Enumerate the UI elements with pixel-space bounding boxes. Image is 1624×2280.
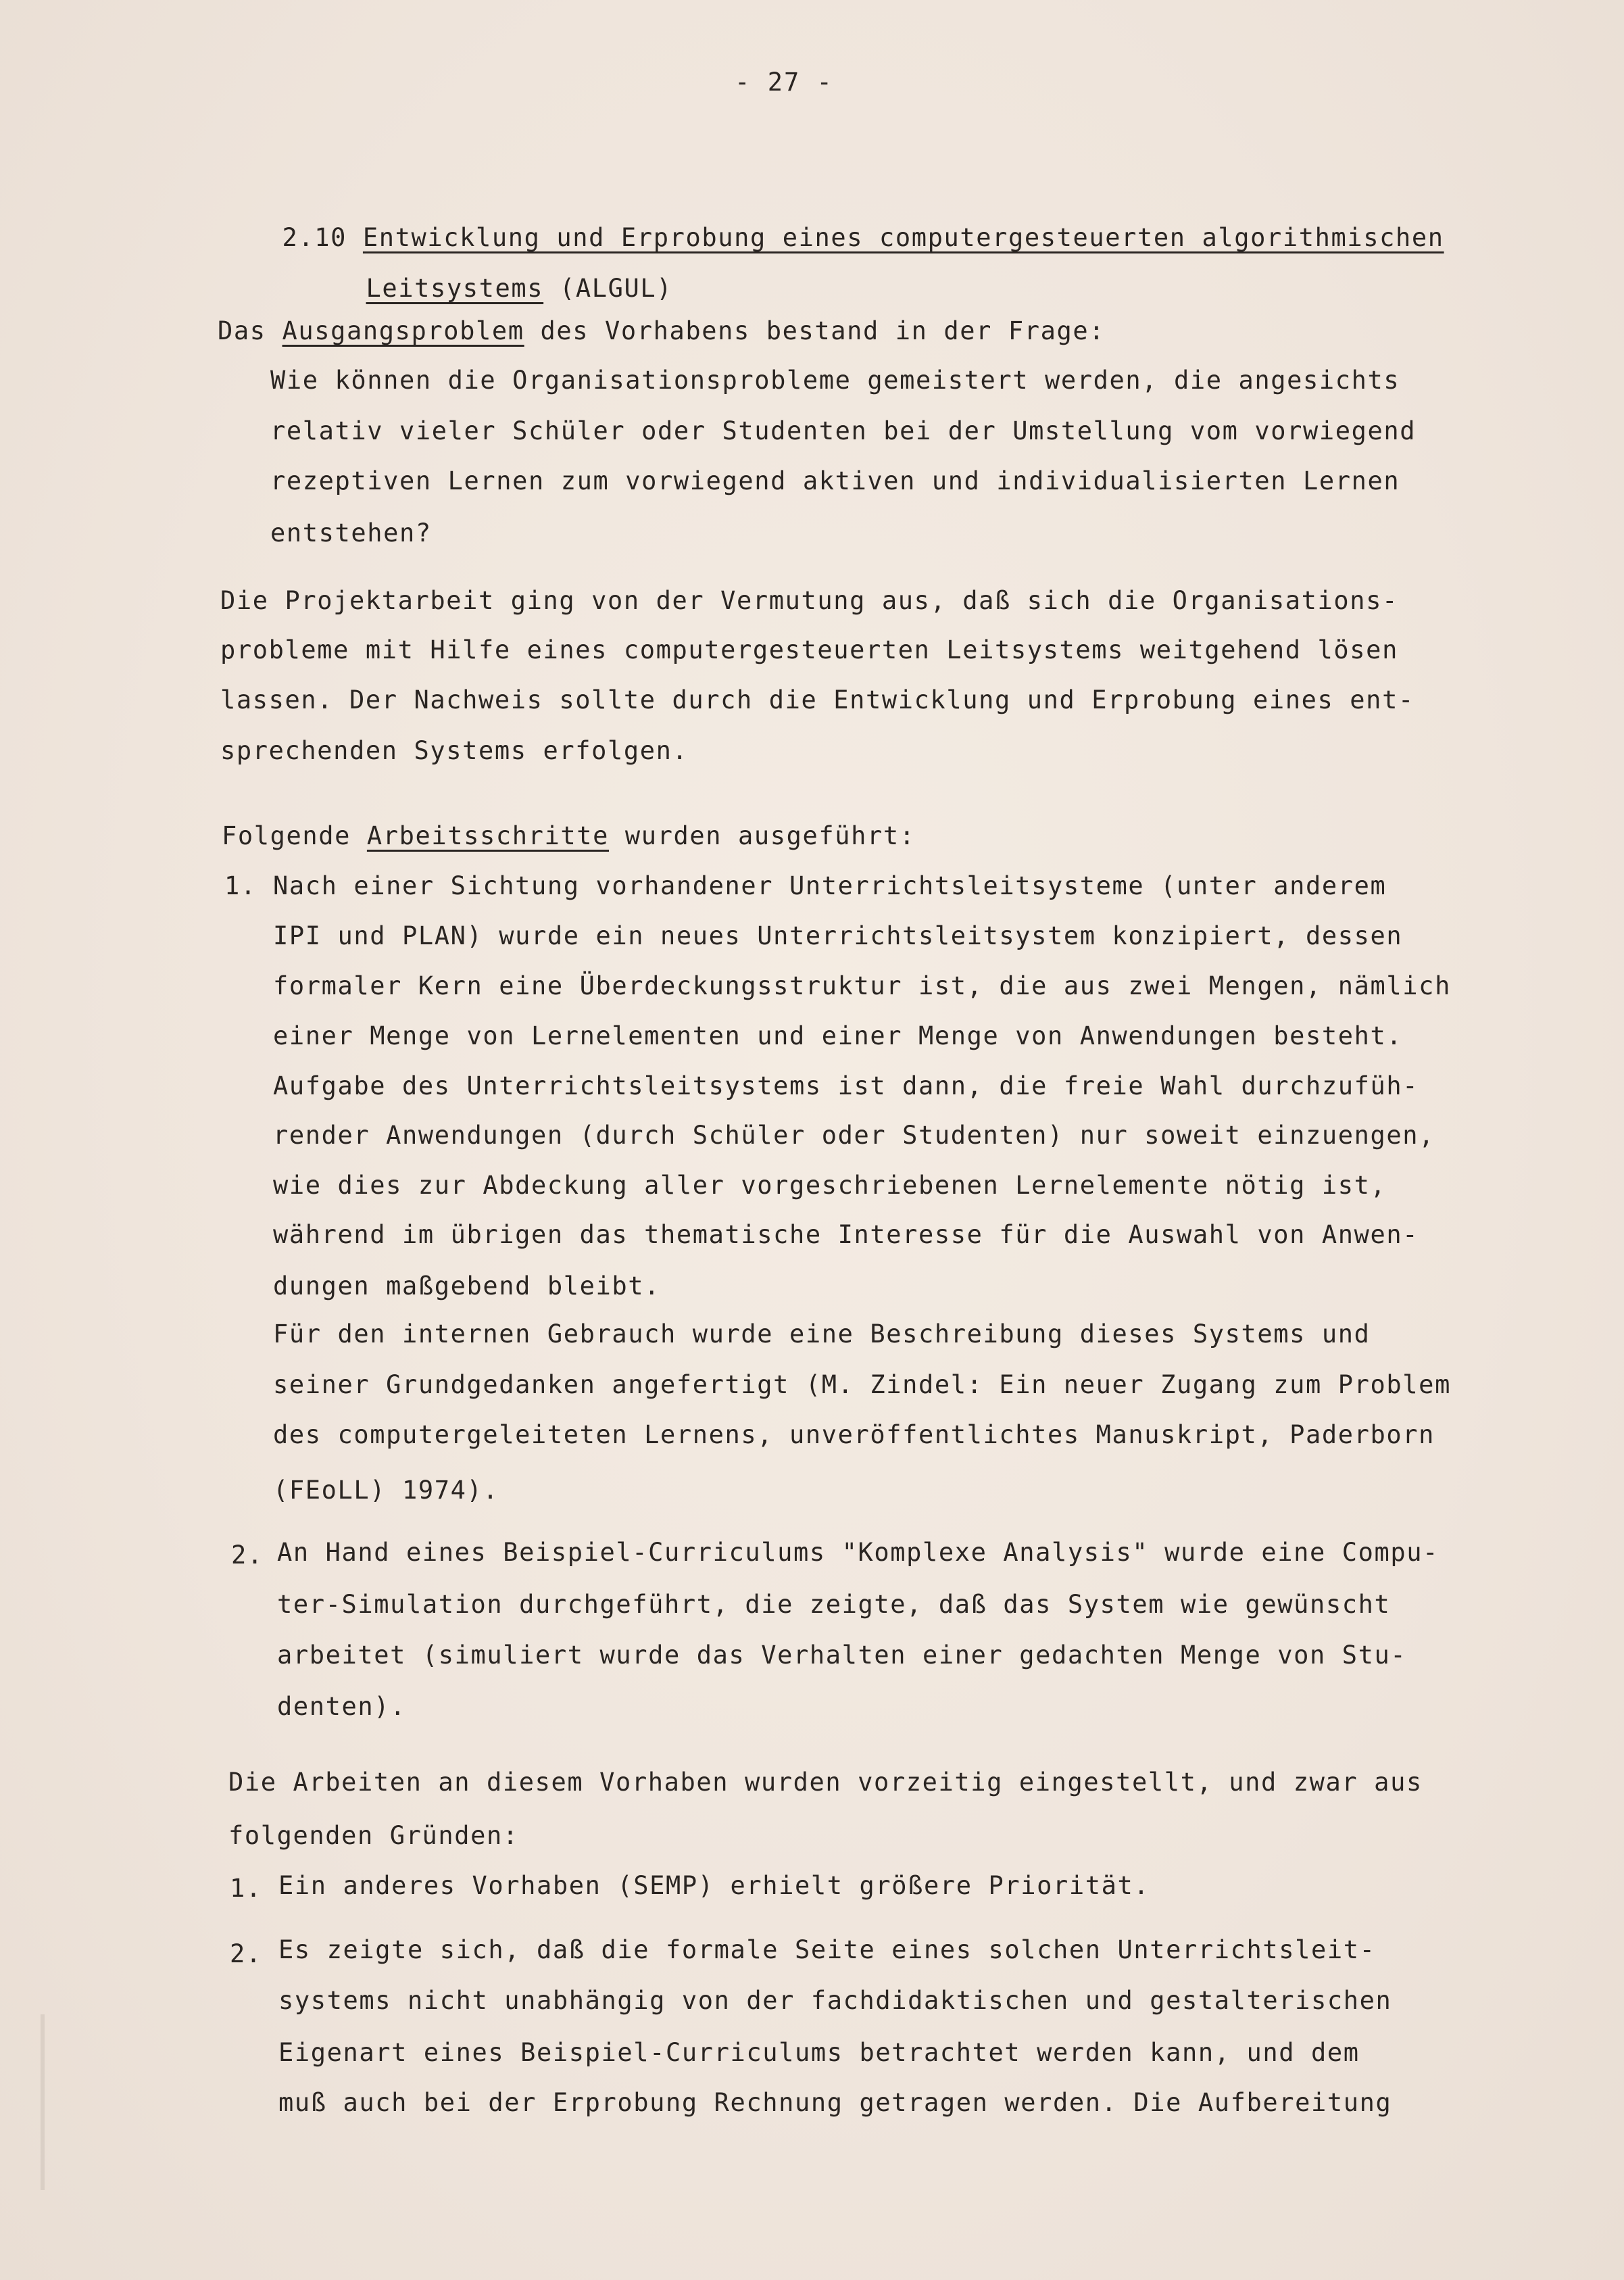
intro-keyword: Ausgangsproblem — [282, 316, 524, 345]
hypothesis-line: lassen. Der Nachweis sollte durch die Entwicklung und Erprobung eines ent- — [220, 685, 1414, 714]
section-number: 2.10 — [282, 223, 347, 252]
step-line: render Anwendungen (durch Schüler oder Studenten) nur soweit einzuengen, — [273, 1121, 1435, 1150]
scan-margin-mark — [41, 2014, 45, 2190]
question-line: entstehen? — [270, 518, 432, 548]
question-line: Wie können die Organisationsprobleme gemeistert werden, die angesichts — [270, 366, 1400, 395]
step-line: (FEoLL) 1974). — [273, 1476, 499, 1505]
step-line: Aufgabe des Unterrichtsleitsystems ist dann, die freie Wahl durchzufüh- — [273, 1071, 1419, 1100]
hypothesis-line: Die Projektarbeit ging von der Vermutung aus, daß sich die Organisations- — [220, 586, 1398, 615]
page-number: - 27 - — [735, 68, 833, 97]
reason-number: 2. — [230, 1939, 262, 1968]
stop-intro-line: folgenden Gründen: — [228, 1821, 519, 1850]
step-number: 2. — [231, 1541, 264, 1570]
section-title-line-2: Leitsystems — [366, 274, 544, 303]
steps-intro-prefix: Folgende — [222, 821, 367, 850]
stop-intro-line: Die Arbeiten an diesem Vorhaben wurden vorzeitig eingestellt, und zwar aus — [228, 1768, 1423, 1797]
intro-suffix: des Vorhabens bestand in der Frage: — [524, 316, 1106, 345]
step-line: ter-Simulation durchgeführt, die zeigte, daß das System wie gewünscht — [277, 1590, 1391, 1619]
step-line: Für den internen Gebrauch wurde eine Beschreibung dieses Systems und — [273, 1319, 1371, 1349]
reason-number: 1. — [230, 1874, 262, 1903]
step-number: 1. — [224, 871, 257, 900]
reason-line: Ein anderes Vorhaben (SEMP) erhielt größere Priorität. — [278, 1871, 1150, 1900]
step-line: arbeitet (simuliert wurde das Verhalten einer gedachten Menge von Stu- — [277, 1641, 1407, 1670]
intro-line — [218, 318, 1105, 343]
step-line: seiner Grundgedanken angefertigt (M. Zindel: Ein neuer Zugang zum Problem — [273, 1370, 1451, 1399]
step-line: formaler Kern eine Überdeckungsstruktur ist, die aus zwei Mengen, nämlich — [273, 971, 1451, 1000]
step-line: des computergeleiteten Lernens, unveröffentlichtes Manuskript, Paderborn — [273, 1420, 1435, 1449]
steps-intro-keyword: Arbeitsschritte — [366, 821, 610, 850]
step-line: wie dies zur Abdeckung aller vorgeschriebenen Lernelemente nötig ist, — [273, 1171, 1387, 1200]
step-line: Nach einer Sichtung vorhandener Unterrichtsleitsysteme (unter anderem — [273, 871, 1387, 900]
question-line: relativ vieler Schüler oder Studenten bei der Umstellung vom vorwiegend — [270, 416, 1417, 445]
question-line: rezeptiven Lernen zum vorwiegend aktiven und individualisierten Lernen — [270, 466, 1400, 495]
intro-prefix: Das — [218, 316, 282, 345]
reason-line: Es zeigte sich, daß die formale Seite eines solchen Unterrichtsleit- — [278, 1935, 1376, 1964]
steps-intro-suffix: wurden ausgeführt: — [609, 821, 916, 850]
step-line: denten). — [277, 1692, 407, 1721]
section-heading-line-2 — [301, 251, 672, 326]
step-line: während im übrigen das thematische Interesse für die Auswahl von Anwen- — [273, 1220, 1419, 1249]
step-line: An Hand eines Beispiel-Curriculums "Komplexe Analysis" wurde eine Compu- — [277, 1538, 1440, 1567]
reason-line: systems nicht unabhängig von der fachdidaktischen und gestalterischen — [278, 1986, 1392, 2015]
step-line: IPI und PLAN) wurde ein neues Unterrichtsleitsystem konzipiert, dessen — [273, 921, 1403, 950]
reason-line: Eigenart eines Beispiel-Curriculums betrachtet werden kann, und dem — [278, 2038, 1360, 2067]
steps-intro-line — [222, 823, 916, 848]
hypothesis-line: sprechenden Systems erfolgen. — [220, 736, 689, 765]
hypothesis-line: probleme mit Hilfe eines computergesteuerten Leitsystems weitgehend lösen — [220, 635, 1398, 664]
section-title-suffix: (ALGUL) — [560, 274, 673, 303]
step-line: einer Menge von Lernelementen und einer Menge von Anwendungen besteht. — [273, 1021, 1403, 1050]
step-line: dungen maßgebend bleibt. — [273, 1271, 661, 1301]
section-title-line-1: Entwicklung und Erprobung eines computergesteuerten algorithmischen — [362, 223, 1444, 252]
reason-line: muß auch bei der Erprobung Rechnung getragen werden. Die Aufbereitung — [278, 2088, 1392, 2117]
